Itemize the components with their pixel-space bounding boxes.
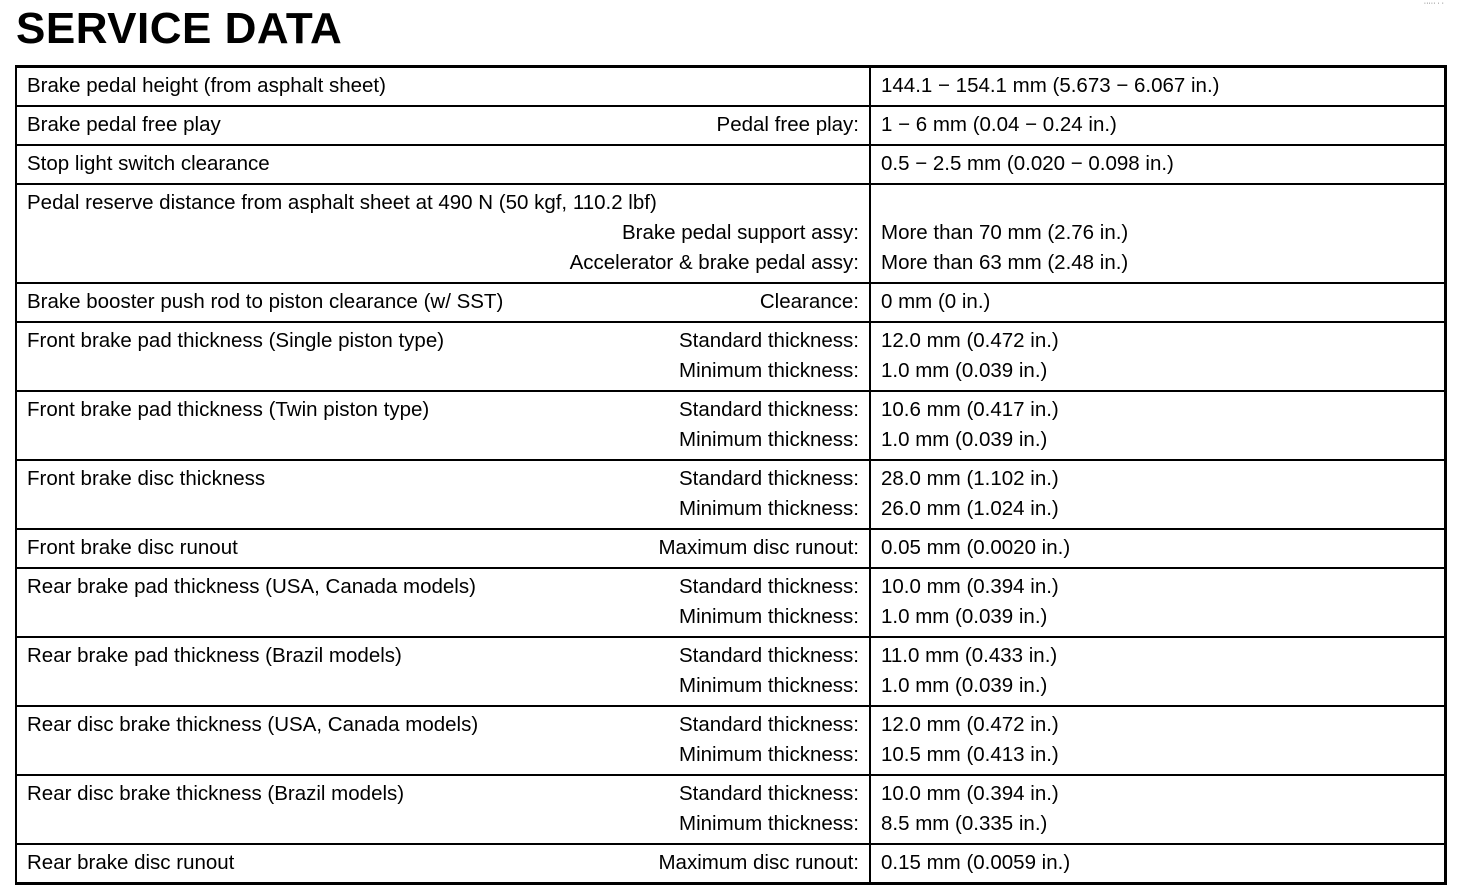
spec-label-line <box>27 740 859 770</box>
spec-value-cell <box>870 106 1446 145</box>
spec-value: 0 mm (0 in.) <box>881 290 991 313</box>
spec-value: More than 70 mm (2.76 in.) <box>881 221 1129 244</box>
spec-value-cell <box>870 184 1446 283</box>
spec-value-cell <box>870 844 1446 884</box>
spec-value-cell <box>870 322 1446 391</box>
value-spacer <box>881 188 1434 218</box>
spec-value: 28.0 mm (1.102 in.) <box>881 467 1059 490</box>
spec-sub-label: Minimum thickness: <box>679 605 859 628</box>
table-row <box>16 184 1446 283</box>
spec-sub-label: Standard thickness: <box>678 467 859 490</box>
spec-value-cell <box>870 637 1446 706</box>
spec-sub-label-line <box>27 248 859 278</box>
spec-name: Brake booster push rod to piston clearance (w/ SST) <box>27 290 504 313</box>
page-title: SERVICE DATA <box>16 4 343 53</box>
table-row <box>16 145 1446 184</box>
spec-value: 0.5 − 2.5 mm (0.020 − 0.098 in.) <box>881 152 1174 175</box>
spec-label-line <box>27 572 859 602</box>
spec-sub-label: Standard thickness: <box>678 644 859 667</box>
spec-value: 12.0 mm (0.472 in.) <box>881 329 1059 352</box>
table-row <box>16 529 1446 568</box>
spec-label-cell <box>16 106 870 145</box>
spec-name: Front brake pad thickness (Single piston type) <box>27 329 445 352</box>
spec-label-cell <box>16 145 870 184</box>
spec-label-line <box>27 110 859 140</box>
spec-label-line <box>27 287 859 317</box>
spec-value: 1.0 mm (0.039 in.) <box>881 605 1048 628</box>
service-data-table-body <box>16 67 1446 884</box>
spec-value-cell <box>870 460 1446 529</box>
spec-label-line <box>27 809 859 839</box>
spec-sub-label: Standard thickness: <box>678 575 859 598</box>
spec-value-cell <box>870 145 1446 184</box>
spec-name: Stop light switch clearance <box>27 152 270 175</box>
spec-value-cell <box>870 391 1446 460</box>
spec-label-cell <box>16 529 870 568</box>
spec-label-line <box>27 641 859 671</box>
table-row <box>16 283 1446 322</box>
spec-sub-label: Minimum thickness: <box>679 674 859 697</box>
spec-label-line <box>27 395 859 425</box>
spec-value-cell <box>870 529 1446 568</box>
corner-mark: ····· · · <box>1423 0 1444 7</box>
spec-sub-label: Minimum thickness: <box>679 812 859 835</box>
spec-label-cell <box>16 637 870 706</box>
table-row <box>16 844 1446 884</box>
spec-label-line <box>27 848 859 878</box>
spec-sub-label: Maximum disc runout: <box>658 851 859 874</box>
spec-value-cell <box>870 67 1446 107</box>
spec-value: 144.1 − 154.1 mm (5.673 − 6.067 in.) <box>881 74 1220 97</box>
spec-sub-label: Standard thickness: <box>678 713 859 736</box>
spec-value-cell <box>870 775 1446 844</box>
spec-label-cell <box>16 706 870 775</box>
spec-value: 0.15 mm (0.0059 in.) <box>881 851 1071 874</box>
spec-label-cell <box>16 460 870 529</box>
spec-name: Front brake pad thickness (Twin piston type) <box>27 398 430 421</box>
spec-sub-label: Minimum thickness: <box>679 743 859 766</box>
spec-sub-label-line <box>27 218 859 248</box>
table-row <box>16 568 1446 637</box>
service-data-table <box>15 65 1447 885</box>
spec-label-line <box>27 710 859 740</box>
spec-sub-label: Accelerator & brake pedal assy: <box>569 251 859 274</box>
spec-name: Front brake disc runout <box>27 536 238 559</box>
spec-label-cell <box>16 775 870 844</box>
table-row <box>16 775 1446 844</box>
table-row <box>16 67 1446 107</box>
spec-value: 10.5 mm (0.413 in.) <box>881 743 1059 766</box>
spec-sub-label: Pedal free play: <box>716 113 859 136</box>
spec-value: 1.0 mm (0.039 in.) <box>881 359 1048 382</box>
spec-name: Rear brake pad thickness (Brazil models) <box>27 644 402 667</box>
spec-value: 26.0 mm (1.024 in.) <box>881 497 1059 520</box>
spec-sub-label: Maximum disc runout: <box>658 536 859 559</box>
spec-value: 1.0 mm (0.039 in.) <box>881 428 1048 451</box>
spec-value: More than 63 mm (2.48 in.) <box>881 251 1129 274</box>
spec-label-line <box>27 326 859 356</box>
spec-name: Rear brake pad thickness (USA, Canada models) <box>27 575 476 598</box>
spec-label-cell <box>16 184 870 283</box>
spec-sub-label: Clearance: <box>759 290 859 313</box>
spec-label-cell <box>16 391 870 460</box>
spec-label-line <box>27 494 859 524</box>
table-row <box>16 322 1446 391</box>
spec-name: Rear brake disc runout <box>27 851 235 874</box>
spec-label-line <box>27 671 859 701</box>
table-row <box>16 706 1446 775</box>
spec-value: 10.0 mm (0.394 in.) <box>881 782 1059 805</box>
table-row <box>16 460 1446 529</box>
spec-name: Rear disc brake thickness (Brazil models) <box>27 782 405 805</box>
spec-label-line <box>27 602 859 632</box>
spec-value: 12.0 mm (0.472 in.) <box>881 713 1059 736</box>
spec-label-line <box>27 425 859 455</box>
spec-sub-label: Minimum thickness: <box>679 497 859 520</box>
spec-value: 10.6 mm (0.417 in.) <box>881 398 1059 421</box>
spec-value: 1 − 6 mm (0.04 − 0.24 in.) <box>881 113 1117 136</box>
spec-label-line <box>27 779 859 809</box>
spec-label-cell <box>16 844 870 884</box>
spec-value-cell <box>870 568 1446 637</box>
spec-label-cell <box>16 67 870 107</box>
table-row <box>16 106 1446 145</box>
spec-sub-label: Minimum thickness: <box>679 428 859 451</box>
spec-label-line <box>27 356 859 386</box>
spec-sub-label: Brake pedal support assy: <box>621 221 859 244</box>
spec-label-cell <box>16 568 870 637</box>
spec-label-line <box>27 533 859 563</box>
spec-sub-label: Standard thickness: <box>678 782 859 805</box>
spec-value: 11.0 mm (0.433 in.) <box>881 644 1058 667</box>
spec-name: Rear disc brake thickness (USA, Canada models) <box>27 713 479 736</box>
spec-value: 10.0 mm (0.394 in.) <box>881 575 1059 598</box>
spec-value: 8.5 mm (0.335 in.) <box>881 812 1048 835</box>
spec-sub-label: Standard thickness: <box>678 398 859 421</box>
spec-value-cell <box>870 283 1446 322</box>
spec-label-cell <box>16 322 870 391</box>
spec-label-line <box>27 464 859 494</box>
spec-value: 0.05 mm (0.0020 in.) <box>881 536 1071 559</box>
spec-value: 1.0 mm (0.039 in.) <box>881 674 1048 697</box>
spec-name-line <box>27 188 859 218</box>
spec-name: Brake pedal free play <box>27 113 221 136</box>
spec-label-line <box>27 149 859 179</box>
table-row <box>16 391 1446 460</box>
spec-label-line <box>27 71 859 101</box>
spec-name: Brake pedal height (from asphalt sheet) <box>27 74 386 97</box>
spec-name: Front brake disc thickness <box>27 467 266 490</box>
spec-label-cell <box>16 283 870 322</box>
spec-sub-label: Minimum thickness: <box>679 359 859 382</box>
spec-name: Pedal reserve distance from asphalt sheet at 490 N (50 kgf, 110.2 lbf) <box>27 191 657 214</box>
spec-sub-label: Standard thickness: <box>678 329 859 352</box>
table-row <box>16 637 1446 706</box>
spec-value-cell <box>870 706 1446 775</box>
